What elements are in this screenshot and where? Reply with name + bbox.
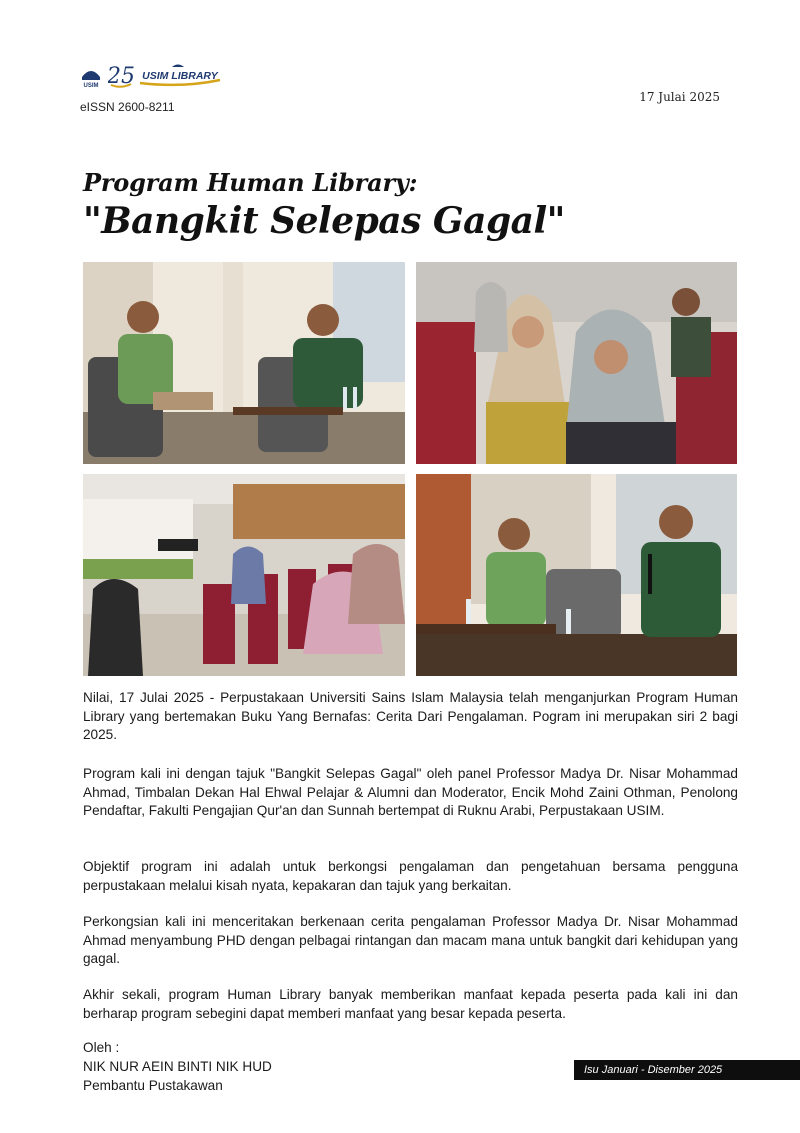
anniversary-25-logo	[108, 60, 134, 90]
author-position: Pembantu Pustakawan	[83, 1078, 223, 1093]
author-signoff	[83, 1038, 272, 1095]
audience-photo-1	[416, 262, 737, 464]
panel-discussion-photo-1	[83, 262, 405, 464]
eissn-label: eISSN 2600-8211	[80, 100, 175, 114]
body-paragraph-3: Objektif program ini adalah untuk berkongsi pengalaman dan pengetahuan bersama pengguna perpustakaan melalui kisah nyata, kepakaran dan tajuk yang berkaitan.	[83, 859, 738, 893]
usim-logo	[80, 64, 102, 88]
publication-date: 17 Julai 2025	[639, 90, 720, 104]
body-paragraph-2: Program kali ini dengan tajuk "Bangkit Selepas Gagal" oleh panel Professor Madya Dr. Nisar Mohammad Ahmad, Timbalan Dekan Hal Ehwal Pelajar & Alumni dan Moderator, Encik Mohd Zaini Othman, Penolong Pendaftar, Fakulti Pengajian Qur'an dan Sunnah bertempat di Ruknu Arabi, Perpustakaan USIM.	[83, 766, 738, 818]
body-paragraph-5: Akhir sekali, program Human Library banyak memberikan manfaat kepada peserta pada kali ini dan berharap program sebegini dapat memberi manfaat yang besar kepada peserta.	[83, 987, 738, 1021]
author-name: NIK NUR AEIN BINTI NIK HUD	[83, 1059, 272, 1074]
usim-library-logo	[138, 62, 222, 88]
article-title-line1: Program Human Library:	[83, 168, 418, 197]
usim-logo-text: USIM	[83, 83, 99, 88]
panel-discussion-photo-2	[416, 474, 737, 676]
library-logo-text: USIM LIBRARY	[142, 70, 218, 82]
audience-hall-photo	[83, 474, 405, 676]
issue-label: Isu Januari - Disember 2025	[574, 1060, 800, 1080]
body-paragraph-1: Nilai, 17 Julai 2025 - Perpustakaan Universiti Sains Islam Malaysia telah menganjurkan Program Human Library yang bertemakan Buku Yang Bernafas: Cerita Dari Pengalaman. Pogram ini merupakan siri 2 bagi 2025.	[83, 690, 738, 742]
signoff-label: Oleh :	[83, 1040, 120, 1055]
article-title-line2: "Bangkit Selepas Gagal"	[83, 200, 565, 242]
anniversary-logo-text: 25	[108, 64, 134, 89]
body-paragraph-4: Perkongsian kali ini menceritakan berkenaan cerita pengalaman Professor Madya Dr. Nisar Mohammad Ahmad menyambung PHD dengan pelbagai rintangan dan macam mana untuk bangkit dari kehidupan yang gagal.	[83, 914, 738, 966]
